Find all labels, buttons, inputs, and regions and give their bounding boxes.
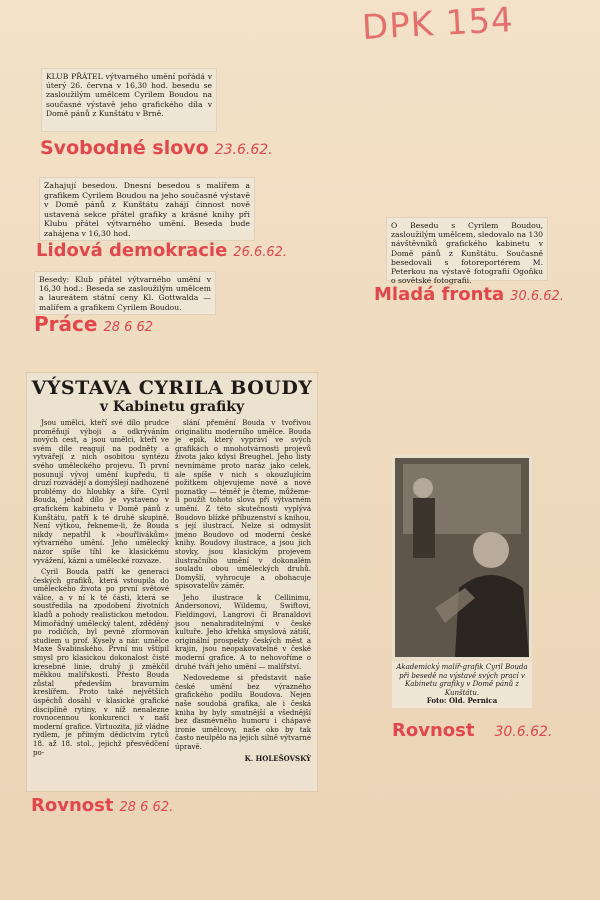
newspaper-label bbox=[392, 720, 552, 741]
photo-cyril-bouda bbox=[392, 455, 532, 660]
article-signature: K. HOLEŠOVSKÝ bbox=[244, 753, 311, 763]
newspaper-label bbox=[31, 795, 173, 816]
newspaper-name: Mladá fronta bbox=[374, 284, 505, 305]
article-title: VÝSTAVA CYRILA BOUDY bbox=[31, 377, 313, 399]
clipping-text: KLUB PŘÁTEL výtvarného umění pořádá v úterý 26. června v 16,30 hod. besedu se zasloužilým umělcem Cyrilem Boudou na současné výstavě jeho grafického díla v Domě pánů z Kunštátu v Brně. bbox=[46, 72, 212, 118]
newspaper-label bbox=[36, 240, 287, 261]
clipping-text: Zahajují besedou. Dnesní besedou s malířem a grafikem Cyrilem Boudou na jeho současné výstavě v Domě pánů z Kunštátu zahájí činnost nově ustavená sekce přátel grafiky a krásné knihy při Klubu přátel výtvarného umění. Beseda bude zahájena v 16,30 hod. bbox=[44, 181, 250, 238]
clipping-date: 30.6.62. bbox=[494, 724, 553, 740]
photo-caption bbox=[392, 661, 532, 708]
clipping-lidova-demokracie bbox=[40, 178, 254, 240]
article-subtitle: v Kabinetu grafiky bbox=[99, 399, 245, 415]
clipping-mlada-fronta bbox=[387, 218, 547, 286]
clipping-text: Besedy: Klub přátel výtvarného umění v 16,30 hod.: Beseda se zasloužilým umělcem a laureátem státní ceny Kl. Gottwalda — malířem a grafikem Cyrilem Boudou. bbox=[39, 275, 211, 312]
clipping-date: 28 6 62 bbox=[103, 320, 154, 335]
clipping-date: 30.6.62. bbox=[510, 289, 564, 304]
newspaper-label bbox=[374, 284, 564, 305]
photo-caption-text: Akademický malíř-grafik Cyril Bouda při besedě na výstavě svých prací v Kabinetu grafiky v Domě pánů z Kunštátu. bbox=[396, 663, 528, 697]
photo-image bbox=[395, 458, 529, 657]
clipping-prace bbox=[35, 272, 215, 314]
article-column-2 bbox=[175, 419, 311, 763]
archive-reference: DPK 154 bbox=[361, 0, 515, 48]
newspaper-name: Lidová demokracie bbox=[36, 240, 228, 261]
newspaper-label bbox=[40, 137, 273, 159]
newspaper-label bbox=[34, 312, 153, 336]
article-paragraph: slání přemění Bouda v tvořivou originalitu moderního umělce. Bouda je epik, který vypráví ve svých grafikách o mnohotvárnosti projevů života jako kdysi Breughel. Jeho listy nevnímáme proto naráz jako celek, ale spíše v nich s okouzlujícím požitkem objevujeme nové a nové poznatky — téměř je čteme, můžeme-li použít tohoto slova při výtvarném umění. Z této skutečnosti vyplývá Boudovo blízké příbuzenství s knihou, s její ilustrací. Nelze si odmyslit jméno Boudovo od moderní české knihy. Boudovy ilustrace, a jsou jich stovky, jsou klasickým projevem ilustračního umění v dokonalém souladu obou uměleckých druhů. Domyšlí, vyhrocuje a obohacuje spisovatelův záměr. bbox=[175, 419, 311, 591]
newspaper-name: Svobodné slovo bbox=[40, 137, 209, 159]
clipping-date: 26.6.62. bbox=[233, 245, 288, 260]
article-vystava-cyrila-boudy bbox=[27, 373, 317, 791]
clipping-text: O Besedu s Cyrilem Boudou, zasloužilým umělcem, sledovalo na 130 návštěvníků grafického kabinetu v Domě pánů z Kunštátu. Současně besedovali s fotoreportérem M. Peterkou na výstavě fotografií Ogoňku o sovětské fotografii. bbox=[391, 221, 543, 286]
article-columns bbox=[27, 419, 317, 763]
clipping-svobodne-slovo bbox=[42, 69, 216, 131]
article-paragraph: Cyril Bouda patří ke generaci českých grafiků, která vstoupila do uměleckého života po první světové válce, a v ní k té části, která se soustředila na zpodobení životních kladů a pohody realistickou metodou. Mimořádný umělecký talent, zděděný po rodičích, byl pevně zformován studiem u prof. Kysely a nár. umělce Maxe Švabinského. První mu vštípil smysl pro klasickou dokonalost čisté kresebné linie, druhý ji změkčil měkkou malířskostí. Přesto Bouda zůstal především bravurním kreslířem. Proto také největších úspěchů dosáhl v klasické grafické disciplíně rytiny, v níž nenalezne rovnocennou konkurenci v naší moderní grafice. Virtuozita, již vládne rydlem, je přímým dědictvím rytců 18. až 18. stol., jejichž přesvědčení po- bbox=[33, 568, 169, 757]
newspaper-name: Rovnost bbox=[31, 795, 114, 816]
photo-credit: Foto: Old. Pernica bbox=[426, 696, 498, 705]
article-column-1 bbox=[33, 419, 169, 763]
newspaper-name: Práce bbox=[34, 312, 98, 336]
article-paragraph: Jeho ilustrace k Cellinimu, Andersonovi, Wildemu, Swiftovi, Fieldingovi, Langrovi či Branaldovi jsou nenahraditelnými v české kultuře. Jeho křehká smyslová zátiší, originální prospekty českých měst a krajin, jsou neopakovatelné v české moderní grafice. A to nehovoříme o druhé tváři jeho umění — malířství. bbox=[175, 593, 311, 671]
newspaper-name: Rovnost bbox=[392, 720, 475, 741]
clipping-date: 23.6.62. bbox=[214, 142, 273, 158]
clipping-date: 28 6 62. bbox=[119, 800, 174, 815]
article-paragraph: Nedovedeme si představit naše české umění bez výrazného grafického podílu Boudova. Nejen naše soudobá grafika, ale i česká kniha by byly smutnější a všednější bez ďasmévného humoru i chápavé ironie umělcovy, naše oko by tak často neulpělo na jejich silně výtvarné úpravě. bbox=[175, 674, 311, 751]
article-paragraph: Jsou umělci, kteří své dílo prudce proměňují výboji a odkrýváním nových cest, a jsou umělci, kteří ve svém díle reagují na podněty a vytvářejí z nich osobitou syntézu svého uměleckého projevu. Ti první posunují vývoj umění kupředu, ti druzí rozvádějí a domýšlejí nadhozené problémy do hloubky a šíře. Cyril Bouda, jehož dílo je vystaveno v grafickém kabinetu v Domě pánů z Kunštátu, patří k té druhé skupině. Není výtkou, řekneme-li, že Bouda nikdy nepatřil k »bouřlivákům« výtvarného umění. Jeho umělecký názor spíše tíhl ke klasickému vyvážení, kázni a umělecké rozvaze. bbox=[33, 419, 169, 565]
